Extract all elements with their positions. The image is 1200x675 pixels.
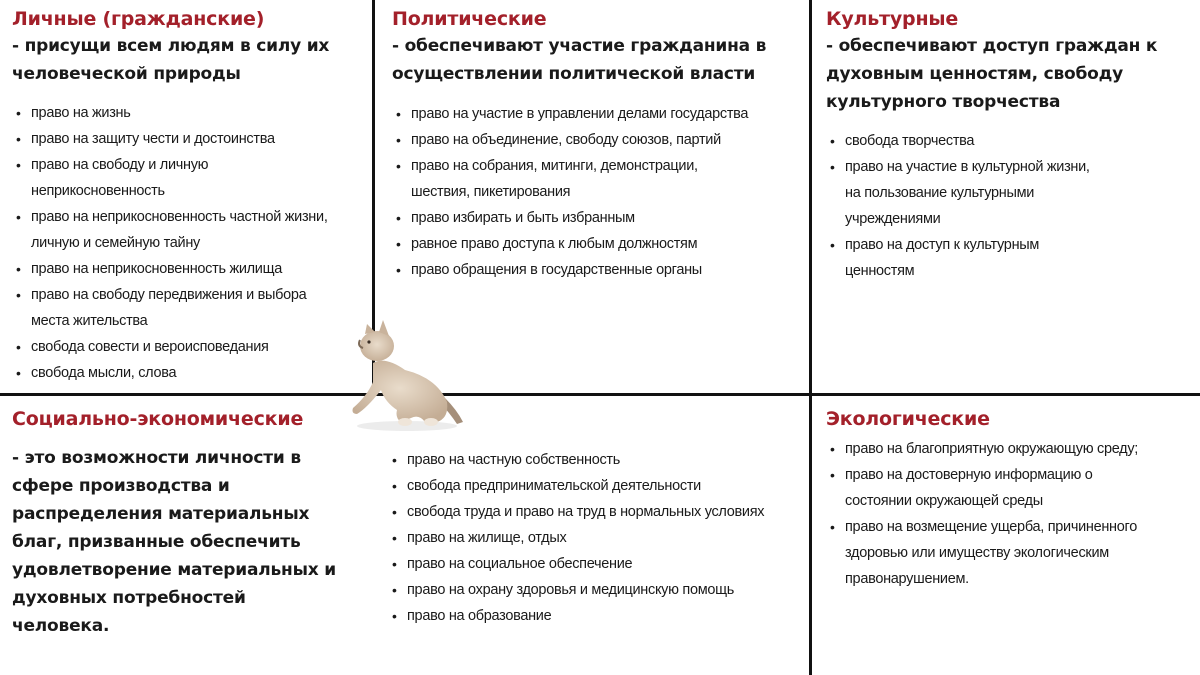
section-political-rights: [392, 8, 802, 283]
list-item: • право на охрану здоровья и медицинскую помощь: [388, 577, 803, 603]
list-item: • свобода совести и вероисповедания: [12, 334, 367, 360]
desc-line: осуществлении политической власти: [392, 64, 756, 84]
list-item: • право на достоверную информацию о состоянии окружающей среды: [826, 462, 1191, 514]
divider-horizontal: [0, 393, 1200, 396]
desc-line: удовлетворение материальных и: [12, 560, 336, 580]
section-description: [392, 32, 802, 88]
desc-line: человеческой природы: [12, 64, 241, 84]
desc-line: - присущи всем людям в силу их: [12, 36, 330, 56]
list-item: • свобода труда и право на труд в нормальных условиях: [388, 499, 803, 525]
desc-line: - обеспечивают доступ граждан к: [826, 36, 1158, 56]
list-item: • свобода творчества: [826, 128, 1191, 154]
list-item: • право на участие в управлении делами государства: [392, 101, 802, 127]
section-cultural-rights: [826, 8, 1191, 284]
rights-list: [826, 436, 1191, 592]
desc-line: духовным ценностям, свободу: [826, 64, 1124, 84]
list-item: • право на собрания, митинги, демонстрации, шествия, пикетирования: [392, 153, 802, 205]
list-item: • право обращения в государственные органы: [392, 257, 802, 283]
list-item: • право на благоприятную окружающую среду;: [826, 436, 1191, 462]
section-description: [12, 32, 367, 88]
kitten-icon: [345, 318, 470, 433]
list-item: • право на объединение, свободу союзов, партий: [392, 127, 802, 153]
section-description: [12, 444, 367, 640]
section-socioeconomic-rights: [12, 408, 367, 640]
list-item: • право на жилище, отдых: [388, 525, 803, 551]
desc-line: сфере производства и: [12, 476, 230, 496]
list-item: • свобода мысли, слова: [12, 360, 367, 386]
desc-line: - обеспечивают участие гражданина в: [392, 36, 767, 56]
divider-vertical-right: [809, 0, 812, 675]
list-item: • право на участие в культурной жизни, на пользование культурными учреждениями: [826, 154, 1191, 232]
socioeconomic-rights-list-column: [388, 447, 803, 629]
desc-line: распределения материальных: [12, 504, 310, 524]
list-item: • право на неприкосновенность жилища: [12, 256, 367, 282]
section-title: Социально-экономические: [12, 408, 304, 430]
list-item: • право на социальное обеспечение: [388, 551, 803, 577]
list-item: • право на возмещение ущерба, причиненного здоровью или имуществу экологическим правонарушением.: [826, 514, 1191, 592]
rights-list: [388, 447, 803, 629]
list-item: • право на неприкосновенность частной жизни, личную и семейную тайну: [12, 204, 367, 256]
section-ecological-rights: [826, 408, 1191, 592]
section-personal-rights: [12, 8, 367, 386]
kitten-illustration: [345, 318, 470, 433]
list-item: • право на жизнь: [12, 100, 367, 126]
desc-line: культурного творчества: [826, 92, 1061, 112]
section-title: Личные (гражданские): [12, 8, 265, 30]
list-item: • свобода предпринимательской деятельности: [388, 473, 803, 499]
list-item: • равное право доступа к любым должностям: [392, 231, 802, 257]
rights-list: [12, 100, 367, 386]
desc-line: духовных потребностей: [12, 588, 246, 608]
rights-list: [392, 101, 802, 283]
list-item: • право на защиту чести и достоинства: [12, 126, 367, 152]
list-item: • право на частную собственность: [388, 447, 803, 473]
desc-line: человека.: [12, 616, 110, 636]
list-item: • право на образование: [388, 603, 803, 629]
section-title: Культурные: [826, 8, 959, 30]
section-title: Экологические: [826, 408, 990, 430]
desc-line: благ, призванные обеспечить: [12, 532, 301, 552]
list-item: • право на свободу и личную неприкосновенность: [12, 152, 367, 204]
list-item: • право на доступ к культурным ценностям: [826, 232, 1191, 284]
section-description: [826, 32, 1191, 116]
desc-line: - это возможности личности в: [12, 448, 301, 468]
list-item: • право на свободу передвижения и выбора места жительства: [12, 282, 367, 334]
list-item: • право избирать и быть избранным: [392, 205, 802, 231]
rights-list: [826, 128, 1191, 284]
section-title: Политические: [392, 8, 547, 30]
